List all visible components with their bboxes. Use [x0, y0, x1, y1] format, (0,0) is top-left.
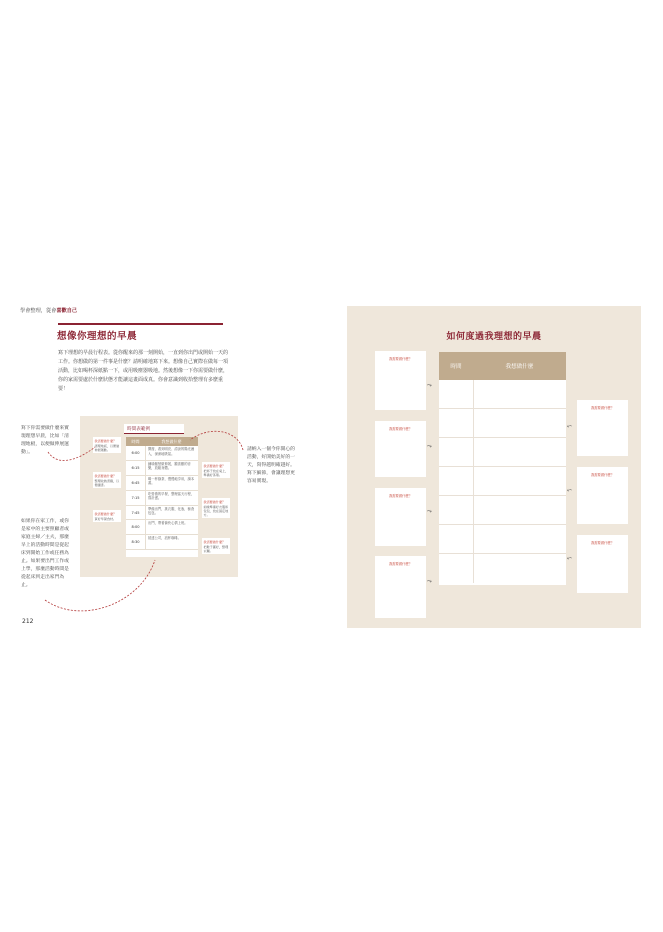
- table-row[interactable]: [439, 380, 566, 409]
- table-row: 6:00 開窗，看到明亮、清涼的陽光灑入，深深地吸氣。: [126, 446, 198, 461]
- table-row: 8:30 抵達公司，泡杯咖啡。: [126, 535, 198, 550]
- table-row[interactable]: [439, 438, 566, 467]
- worksheet-table-header: [439, 352, 566, 380]
- connector-right: [190, 431, 243, 450]
- worksheet-header-time: 時間: [450, 364, 462, 370]
- running-head-emphasis: 喜歡自己: [56, 308, 78, 314]
- table-row: 7:15 吃營養的早餐，整理當天行程，寫計畫。: [126, 491, 198, 506]
- arrow-right-icon: ⤳: [427, 443, 432, 450]
- table-row[interactable]: [439, 554, 566, 583]
- worksheet-table: [439, 352, 566, 585]
- arrow-left-icon: ⬿: [567, 423, 572, 430]
- page-number: 212: [22, 618, 34, 625]
- worksheet-note[interactable]: 我需要做什麼？: [375, 556, 426, 618]
- example-note: 我需要做什麼？ 買好早餐食材。: [93, 510, 121, 522]
- example-note: 我需要做什麼？ 把鞋子擺好，整理玄關。: [203, 539, 229, 553]
- table-row[interactable]: [439, 525, 566, 554]
- example-note: 我需要做什麼？ 前晚準備好衣服和包包，放在固定地方。: [203, 499, 229, 517]
- worksheet-note[interactable]: 我需要做什麼？: [375, 421, 426, 477]
- annotation-right: 請納入一個今你開心的活動，好開始美好的一天，寫得越明確越好。寫下細節，會讓理想更容易實現。: [247, 447, 295, 484]
- worksheet-note[interactable]: 我需要做什麼？: [375, 351, 426, 410]
- worksheet-header-activity: 我想做什麼: [505, 364, 534, 370]
- arrow-right-icon: ⤳: [427, 578, 432, 585]
- worksheet-note[interactable]: 我需要做什麼？: [577, 467, 628, 524]
- table-row: 8:00 出門，帶著愉快心情上班。: [126, 520, 198, 535]
- table-row[interactable]: [439, 496, 566, 525]
- connector-left-top: [48, 447, 95, 460]
- connector-left-bottom: [45, 560, 155, 611]
- intro-paragraph: 寫下理想的早晨行程表。從你醒來的那一刻開始，一直到你出門或開始一天的工作。你想做的第一件事是什麼？請明確地寫下來。想像自己實際在做每一項活動，比如喝杯深紙點一下，或用吸塵器吸地。然後想像一下你需要做什麼，你的家需要處於什麼狀態才能讓這畫面成真。你會意識到收拾整理有多麼重要！: [58, 350, 229, 393]
- arrow-left-icon: ⬿: [567, 487, 572, 494]
- arrow-right-icon: ⤳: [427, 508, 432, 515]
- example-note: 我需要做什麼？ 整理收納書籍，以便讀書。: [94, 473, 120, 487]
- example-header-activity: 我想做什麼: [161, 438, 182, 444]
- arrow-left-icon: ⬿: [567, 555, 572, 562]
- annotation-left-top: 寫下你需要做什麼來實現理想早晨，比如「清理地板，以便做伸展運動」。: [21, 426, 69, 455]
- worksheet-title: 如何度過我理想的早晨: [446, 332, 542, 342]
- worksheet-note[interactable]: 我需要做什麼？: [375, 488, 426, 546]
- table-row[interactable]: [439, 409, 566, 438]
- table-row: 6:45 喝一杯綠茶，慢慢地享用，讀本書。: [126, 476, 198, 491]
- example-note: 我需要做什麼？ 清理地板，以便做伸展運動。: [94, 438, 120, 452]
- arrow-right-icon: ⤳: [427, 382, 432, 389]
- table-row[interactable]: [439, 467, 566, 496]
- example-note: 我需要做什麼？ 把杯子放在桌上，準備好茶葉。: [203, 463, 229, 477]
- worksheet-note[interactable]: 我需要做什麼？: [577, 535, 628, 593]
- example-header-time: 時間: [131, 438, 140, 444]
- example-tag: 時間表範例: [124, 424, 184, 434]
- running-head: 學會整理，從會喜歡自己: [20, 308, 78, 314]
- worksheet-note[interactable]: 我需要做什麼？: [577, 400, 628, 456]
- table-row: 6:15 鋪瑜伽墊做伸展，聽喜歡的音樂，放鬆身體。: [126, 461, 198, 476]
- page-title: 想像你理想的早晨: [57, 331, 138, 342]
- table-row: 7:45 準備出門，挑衣服、化妝，檢查包包。: [126, 506, 198, 521]
- annotation-left-bottom: 如果你在家工作，或你是家中的主要照顧者或家庭主婦／主夫，那麼早上的活動時間是從起床到開始工作或任務為止。如果要出門工作或上學，那麼活動時間是從起床到走出家門為止。: [21, 519, 69, 588]
